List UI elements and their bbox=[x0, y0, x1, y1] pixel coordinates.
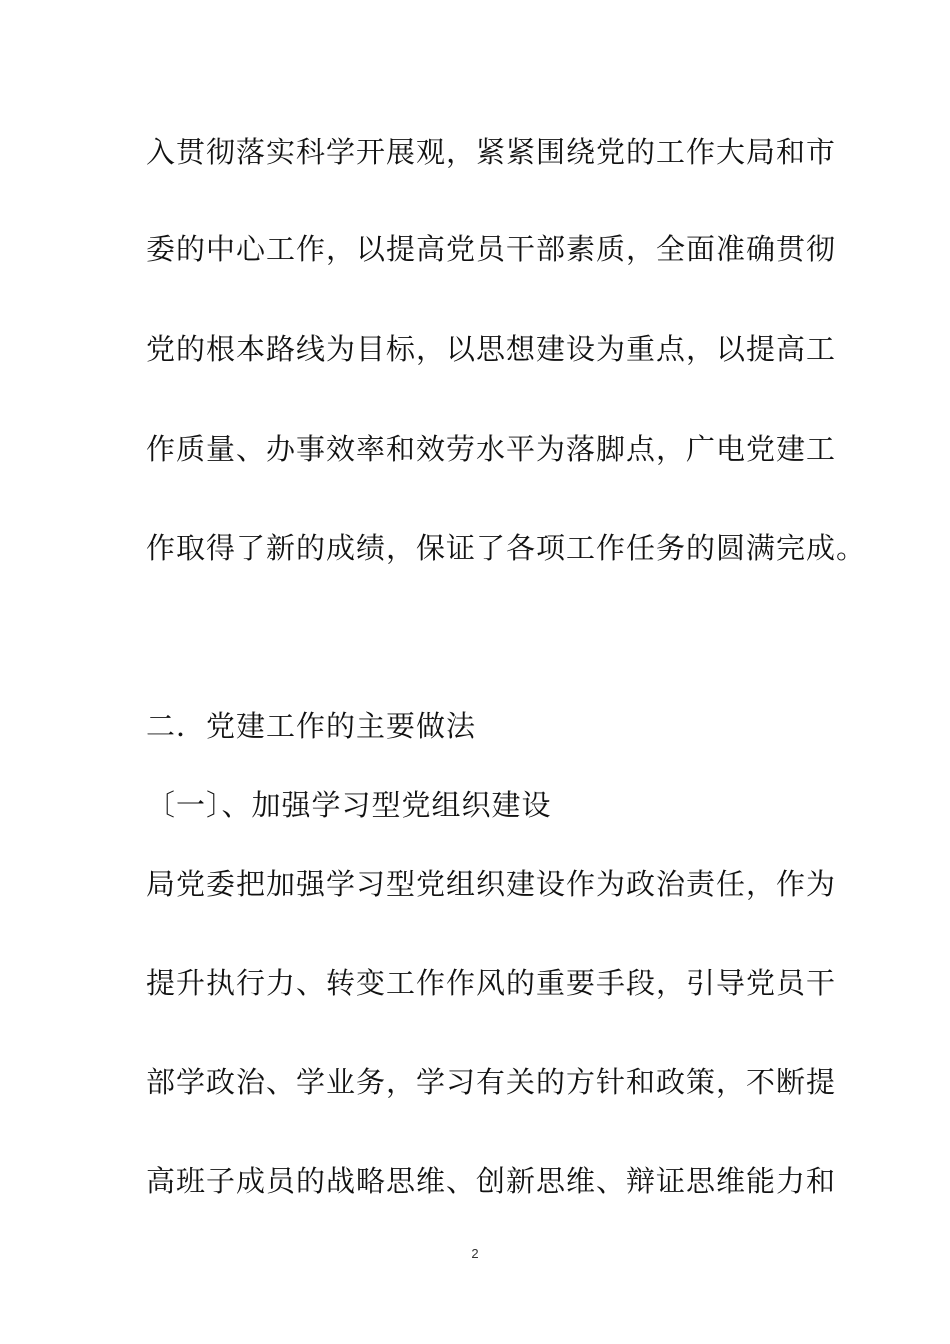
body-text-line: 高班子成员的战略思维、创新思维、辩证思维能力和 bbox=[146, 1164, 837, 1198]
body-text-line: 作质量、办事效率和效劳水平为落脚点，广电党建工 bbox=[146, 432, 837, 466]
body-text-line: 委的中心工作，以提高党员干部素质，全面准确贯彻 bbox=[146, 232, 837, 266]
page-number: 2 bbox=[471, 1246, 479, 1261]
body-text-line: 党的根本路线为目标，以思想建设为重点，以提高工 bbox=[146, 332, 837, 366]
body-text-line: 部学政治、学业务，学习有关的方针和政策，不断提 bbox=[146, 1065, 837, 1099]
subsection-heading: 〔一〕、加强学习型党组织建设 bbox=[146, 788, 552, 822]
body-text-line: 局党委把加强学习型党组织建设作为政治责任，作为 bbox=[146, 867, 837, 901]
section-heading: 二．党建工作的主要做法 bbox=[146, 709, 477, 743]
body-text-line: 入贯彻落实科学开展观，紧紧围绕党的工作大局和市 bbox=[146, 135, 837, 169]
body-text-line: 作取得了新的成绩，保证了各项工作任务的圆满完成。 bbox=[146, 531, 867, 565]
body-text-line: 提升执行力、转变工作作风的重要手段，引导党员干 bbox=[146, 966, 837, 1000]
